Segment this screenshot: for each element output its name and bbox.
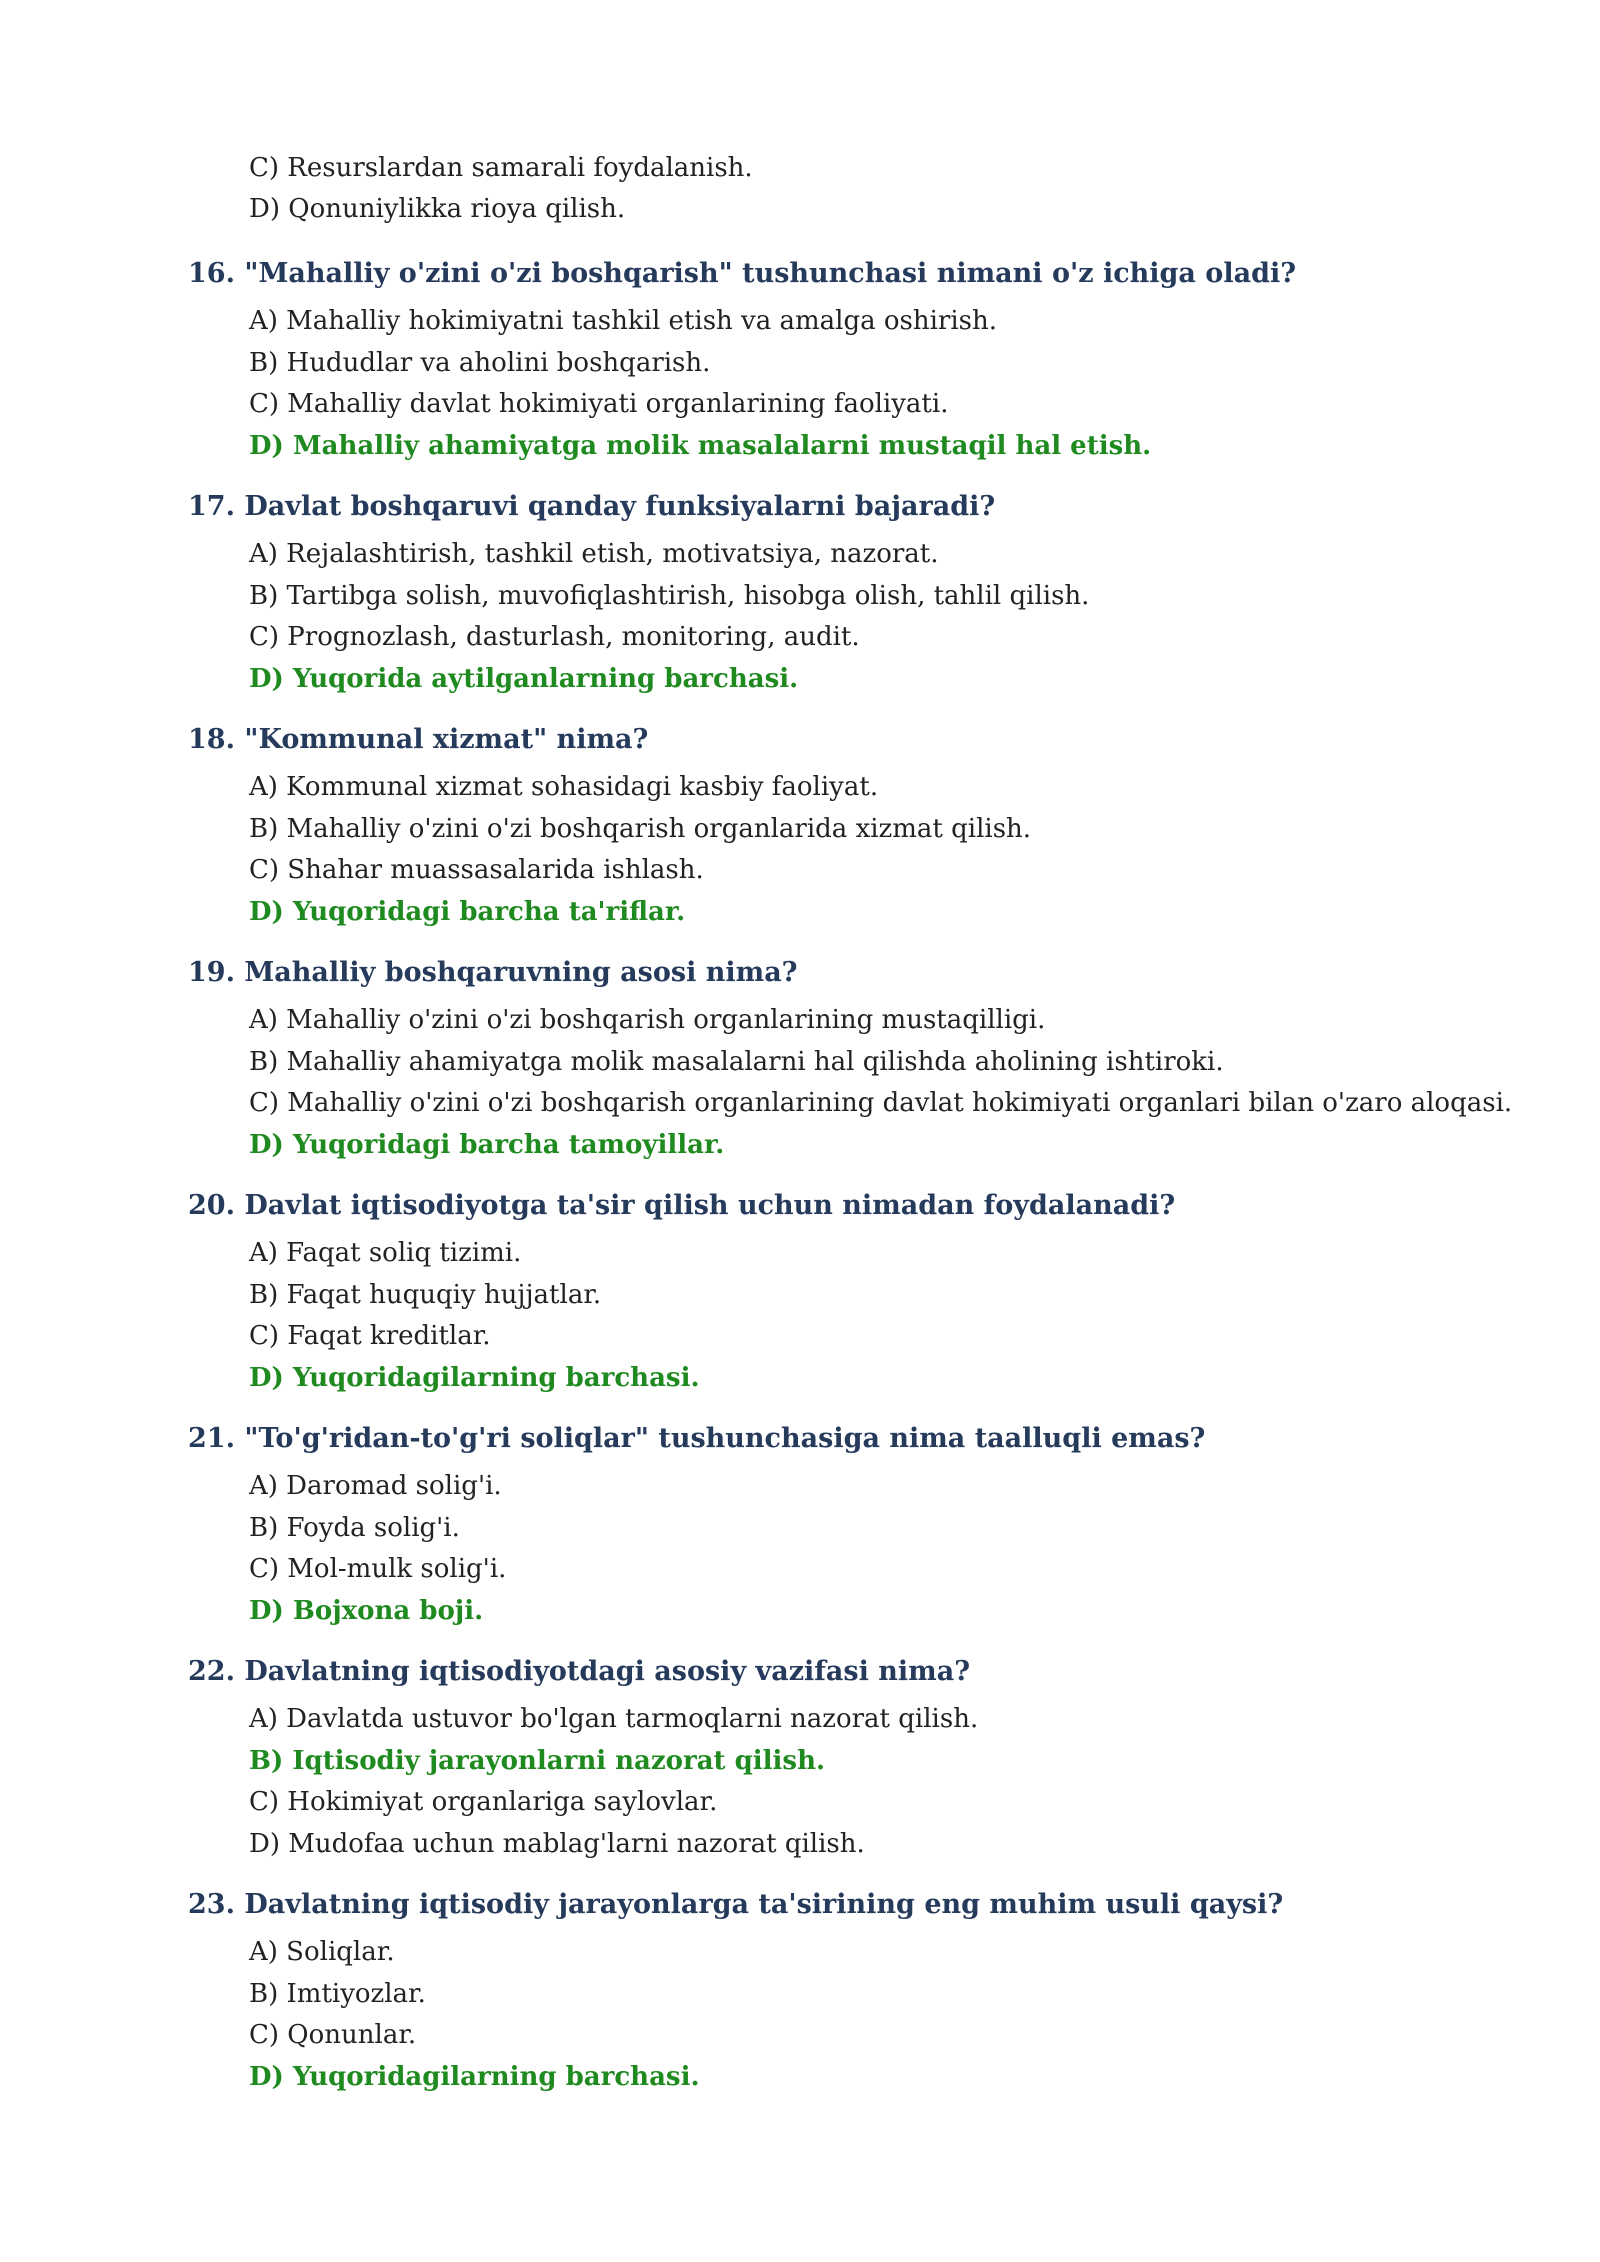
option-b: B) Faqat huquqiy hujjatlar. bbox=[249, 1279, 602, 1310]
option-b: B) Hududlar va aholini boshqarish. bbox=[249, 347, 711, 378]
option-d: D) Yuqoridagi barcha ta'riflar. bbox=[249, 896, 686, 927]
option-b: B) Tartibga solish, muvofiqlashtirish, hisobga olish, tahlil qilish. bbox=[249, 580, 1090, 611]
option-d: D) Yuqorida aytilganlarning barchasi. bbox=[249, 663, 799, 694]
question-20 bbox=[188, 1189, 1518, 1399]
option-c: C) Resurslardan samarali foydalanish. bbox=[249, 153, 753, 183]
question-title: 17. Davlat boshqaruvi qanday funksiyalarni bajaradi? bbox=[188, 491, 996, 522]
question-title: 23. Davlatning iqtisodiy jarayonlarga ta'sirining eng muhim usuli qaysi? bbox=[188, 1889, 1284, 1920]
question-title: 22. Davlatning iqtisodiyotdagi asosiy vazifasi nima? bbox=[188, 1656, 971, 1687]
option-a: A) Davlatda ustuvor bo'lgan tarmoqlarni nazorat qilish. bbox=[249, 1704, 979, 1734]
option-c: C) Mahalliy o'zini o'zi boshqarish organlarining davlat hokimiyati organlari bilan o'zaro aloqasi. bbox=[249, 1088, 1513, 1118]
option-d: D) Yuqoridagilarning barchasi. bbox=[249, 1362, 700, 1393]
question-title: 19. Mahalliy boshqaruvning asosi nima? bbox=[188, 957, 798, 988]
option-d: D) Mahalliy ahamiyatga molik masalalarni mustaqil hal etish. bbox=[249, 430, 1152, 461]
option-c: C) Faqat kreditlar. bbox=[249, 1321, 491, 1351]
question-title: 16. "Mahalliy o'zini o'zi boshqarish" tushunchasi nimani o'z ichiga oladi? bbox=[188, 258, 1297, 289]
option-c: C) Hokimiyat organlariga saylovlar. bbox=[249, 1787, 718, 1817]
question-title: 21. "To'g'ridan-to'g'ri soliqlar" tushunchasiga nima taalluqli emas? bbox=[188, 1423, 1206, 1454]
question-18 bbox=[188, 723, 1518, 933]
option-a: A) Faqat soliq tizimi. bbox=[249, 1238, 522, 1268]
option-a: A) Mahalliy o'zini o'zi boshqarish organlarining mustaqilligi. bbox=[249, 1005, 1046, 1035]
option-a: A) Rejalashtirish, tashkil etish, motivatsiya, nazorat. bbox=[249, 539, 939, 569]
question-19 bbox=[188, 956, 1518, 1166]
option-d: D) Yuqoridagilarning barchasi. bbox=[249, 2061, 700, 2092]
question-21 bbox=[188, 1422, 1518, 1632]
question-23 bbox=[188, 1888, 1518, 2098]
option-b: B) Iqtisodiy jarayonlarni nazorat qilish. bbox=[249, 1745, 826, 1776]
question-title: 20. Davlat iqtisodiyotga ta'sir qilish uchun nimadan foydalanadi? bbox=[188, 1190, 1176, 1221]
option-c: C) Qonunlar. bbox=[249, 2020, 417, 2050]
option-d: D) Mudofaa uchun mablag'larni nazorat qilish. bbox=[249, 1828, 865, 1859]
option-c: C) Mahalliy davlat hokimiyati organlarining faoliyati. bbox=[249, 389, 949, 419]
option-d: D) Yuqoridagi barcha tamoyillar. bbox=[249, 1129, 725, 1160]
option-d: D) Bojxona boji. bbox=[249, 1595, 484, 1626]
option-c: C) Mol-mulk solig'i. bbox=[249, 1554, 507, 1584]
question-title: 18. "Kommunal xizmat" nima? bbox=[188, 724, 649, 755]
option-a: A) Kommunal xizmat sohasidagi kasbiy faoliyat. bbox=[249, 772, 879, 802]
question-17 bbox=[188, 490, 1518, 700]
option-c: C) Shahar muassasalarida ishlash. bbox=[249, 855, 704, 885]
option-d: D) Qonuniylikka rioya qilish. bbox=[249, 194, 626, 224]
question-16 bbox=[188, 257, 1518, 467]
option-b: B) Mahalliy o'zini o'zi boshqarish organlarida xizmat qilish. bbox=[249, 813, 1032, 844]
question-22 bbox=[188, 1655, 1518, 1865]
option-b: B) Foyda solig'i. bbox=[249, 1512, 460, 1543]
option-a: A) Soliqlar. bbox=[249, 1937, 395, 1967]
option-a: A) Mahalliy hokimiyatni tashkil etish va amalga oshirish. bbox=[249, 306, 998, 336]
option-a: A) Daromad solig'i. bbox=[249, 1471, 502, 1501]
option-b: B) Mahalliy ahamiyatga molik masalalarni hal qilishda aholining ishtiroki. bbox=[249, 1046, 1224, 1077]
option-c: C) Prognozlash, dasturlash, monitoring, audit. bbox=[249, 622, 860, 652]
option-b: B) Imtiyozlar. bbox=[249, 1978, 426, 2009]
